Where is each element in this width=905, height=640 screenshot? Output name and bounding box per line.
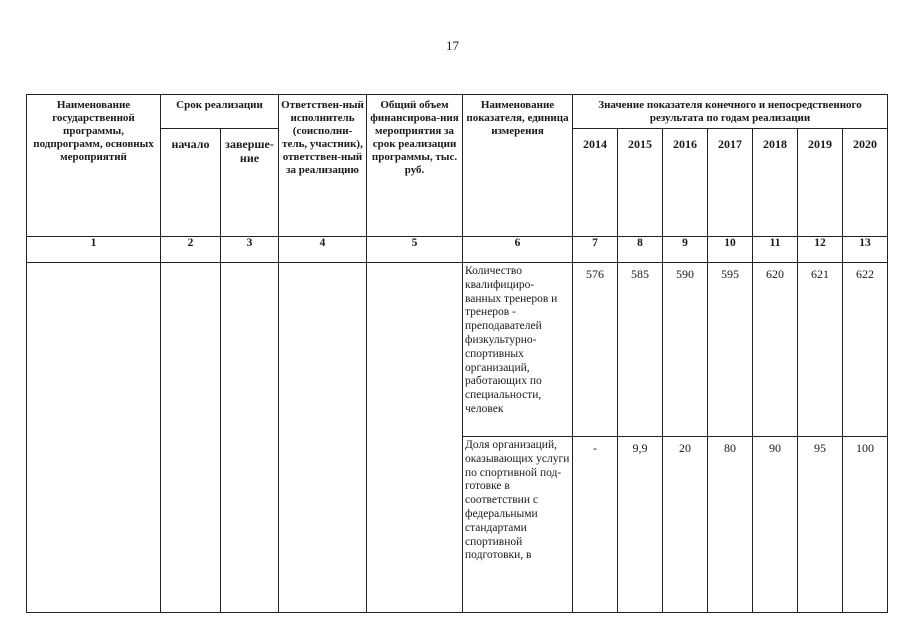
indicator-name: Доля организаций, оказывающих услуги по спортивной под-готовке в соответствии с федеральными стандартами спортивной подготовки, в xyxy=(463,437,573,613)
column-number: 3 xyxy=(221,237,279,263)
header-indicator-values: Значение показателя конечного и непосредственного результата по годам реализации xyxy=(573,95,888,129)
indicator-value: 95 xyxy=(798,437,843,613)
indicator-name: Количество квалифициро-ванных тренеров и тренеров - преподавателей физкультурно-спортивных организаций, работающих по специальности, человек xyxy=(463,263,573,437)
header-period: Срок реализации xyxy=(161,95,279,129)
column-number: 4 xyxy=(279,237,367,263)
indicator-value: - xyxy=(573,437,618,613)
year-2018: 2018 xyxy=(753,129,798,237)
program-name-cell xyxy=(27,263,161,613)
indicator-value: 90 xyxy=(753,437,798,613)
program-indicators-table xyxy=(26,94,888,613)
header-responsible: Ответствен-ный исполнитель (соисполни-тель, участник), ответствен-ный за реализацию xyxy=(279,95,367,237)
year-2017: 2017 xyxy=(708,129,753,237)
indicator-value: 620 xyxy=(753,263,798,437)
header-program-name: Наименование государственной программы, подпрограмм, основных мероприятий xyxy=(27,95,161,237)
year-2014: 2014 xyxy=(573,129,618,237)
funding-cell xyxy=(367,263,463,613)
indicator-value: 9,9 xyxy=(618,437,663,613)
column-number: 10 xyxy=(708,237,753,263)
header-start: начало xyxy=(161,129,221,237)
indicator-value: 590 xyxy=(663,263,708,437)
year-2015: 2015 xyxy=(618,129,663,237)
page-number: 17 xyxy=(446,38,459,53)
column-number: 9 xyxy=(663,237,708,263)
header-funding: Общий объем финансирова-ния мероприятия за срок реализации программы, тыс. руб. xyxy=(367,95,463,237)
header-end: заверше-ние xyxy=(221,129,279,237)
header-indicator-name: Наименование показателя, единица измерения xyxy=(463,95,573,237)
indicator-value: 80 xyxy=(708,437,753,613)
indicator-value: 621 xyxy=(798,263,843,437)
column-number: 13 xyxy=(843,237,888,263)
column-number: 6 xyxy=(463,237,573,263)
column-number: 8 xyxy=(618,237,663,263)
indicator-value: 20 xyxy=(663,437,708,613)
year-2019: 2019 xyxy=(798,129,843,237)
indicator-value: 585 xyxy=(618,263,663,437)
year-2020: 2020 xyxy=(843,129,888,237)
column-number: 12 xyxy=(798,237,843,263)
column-number: 1 xyxy=(27,237,161,263)
indicator-value: 100 xyxy=(843,437,888,613)
column-number: 2 xyxy=(161,237,221,263)
column-number: 11 xyxy=(753,237,798,263)
column-number: 7 xyxy=(573,237,618,263)
column-number: 5 xyxy=(367,237,463,263)
end-cell xyxy=(221,263,279,613)
indicator-value: 576 xyxy=(573,263,618,437)
indicator-value: 595 xyxy=(708,263,753,437)
indicator-value: 622 xyxy=(843,263,888,437)
start-cell xyxy=(161,263,221,613)
responsible-cell xyxy=(279,263,367,613)
year-2016: 2016 xyxy=(663,129,708,237)
